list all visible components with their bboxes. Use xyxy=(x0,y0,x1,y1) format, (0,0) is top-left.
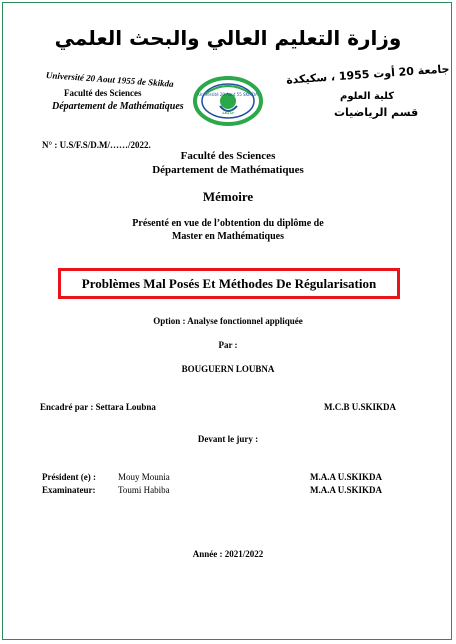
by-label: Par : xyxy=(218,340,238,350)
jury-name-president: Mouy Mounia xyxy=(118,472,170,482)
thesis-title-box xyxy=(58,268,400,299)
faculty-heading: Faculté des Sciences xyxy=(180,150,276,162)
jury-heading: Devant le jury : xyxy=(197,434,259,444)
document-type: Mémoire xyxy=(202,189,254,204)
jury-name-examiner: Toumi Habiba xyxy=(118,485,170,495)
ministry-title: وزارة التعليم العالي والبحث العلمي xyxy=(54,26,402,50)
faculty-name-fr: Faculté des Sciences xyxy=(64,88,142,98)
purpose-line-2: Master en Mathématiques xyxy=(171,231,285,242)
thesis-title: Problèmes Mal Posés Et Méthodes De Régularisation xyxy=(81,275,377,291)
department-heading: Département de Mathématiques xyxy=(152,164,304,176)
department-name-ar: قسم الرياضيات xyxy=(334,106,419,119)
jury-role-president: Président (e) : xyxy=(42,472,96,482)
logo-text: Université 20 Aout 55 SKIKDA xyxy=(198,92,258,97)
author-name: BOUGUERN LOUBNA xyxy=(181,364,275,374)
university-name-ar: جامعة 20 أوت 1955 ، سكيكدة xyxy=(285,62,450,87)
department-name-fr: Département de Mathématiques xyxy=(52,101,184,112)
jury-rank-president: M.A.A U.SKIKDA xyxy=(310,472,383,482)
university-logo xyxy=(193,76,263,126)
jury-role-examiner: Examinateur: xyxy=(42,485,96,495)
document-number: N° : U.S/F.S/D.M/……/2022. xyxy=(42,140,151,150)
jury-rank-examiner: M.A.A U.SKIKDA xyxy=(310,485,383,495)
university-name-fr: Université 20 Aout 1955 de Skikda xyxy=(45,70,174,89)
option-line: Option : Analyse fonctionnel appliquée xyxy=(153,316,303,326)
academic-year: Année : 2021/2022 xyxy=(192,549,264,559)
faculty-name-ar: كلية العلوم xyxy=(340,91,395,102)
logo-arabic-text: جامعة xyxy=(221,110,235,116)
supervisor-line: Encadré par : Settara Loubna xyxy=(40,402,156,412)
supervisor-rank: M.C.B U.SKIKDA xyxy=(324,402,397,412)
purpose-line-1: Présenté en vue de l’obtention du diplôme de xyxy=(132,218,324,229)
